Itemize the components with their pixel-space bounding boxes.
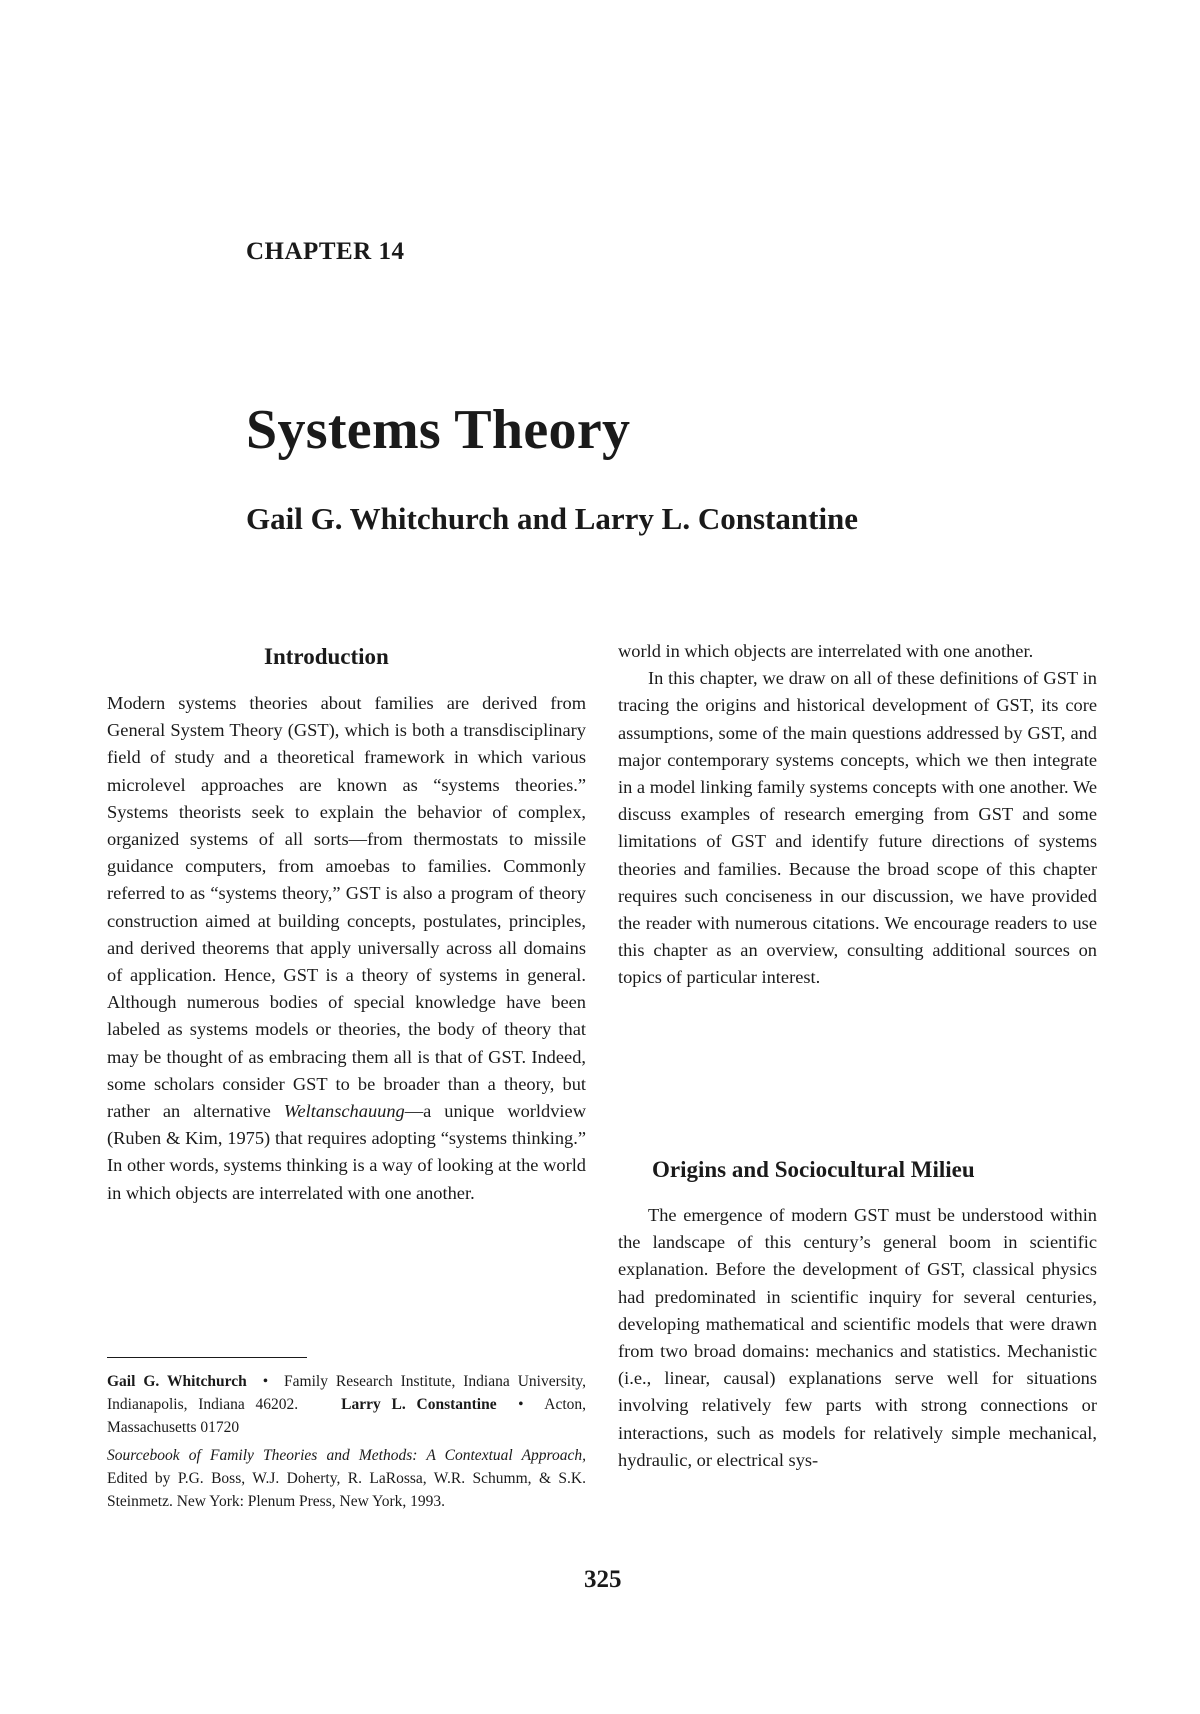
- footnote-author-2: Larry L. Constantine: [341, 1396, 497, 1413]
- footnote-source: [107, 1444, 586, 1513]
- footnote-source-details: Edited by P.G. Boss, W.J. Doherty, R. LaRossa, W.R. Schumm, & S.K. Steinmetz. New York: Plenum Press, New York, 1993.: [107, 1470, 586, 1510]
- footnote-bullet-1: •: [262, 1373, 269, 1390]
- footnote-author-1-affiliation: Family Research Institute, Indiana University, Indianapolis, Indiana 46202.: [107, 1373, 587, 1413]
- section-heading-introduction: Introduction: [264, 644, 389, 669]
- footnote-affiliations: [107, 1370, 586, 1439]
- footnote-rule: [107, 1357, 307, 1358]
- footnote-bullet-2: •: [518, 1396, 524, 1413]
- section-heading-origins: Origins and Sociocultural Milieu: [652, 1157, 975, 1182]
- intro-paragraph-1-continued: world in which objects are interrelated with one another.: [618, 641, 1034, 661]
- footnote-author-2-affiliation: Acton, Massachusetts 01720: [107, 1396, 587, 1436]
- intro-paragraph-1-text-b: —a unique worldview (Ruben & Kim, 1975) that requires adopting “systems thinking.” In other words, systems thinking is a way of looking at the world in which objects are interrelated with one another.: [107, 1101, 586, 1203]
- intro-paragraph-1-left: [107, 690, 586, 1250]
- intro-right-column: [618, 638, 1097, 1118]
- intro-paragraph-1: [107, 690, 586, 1207]
- intro-paragraph-2: In this chapter, we draw on all of these definitions of GST in tracing the origins and historical development of GST, its core assumptions, some of the main questions addressed by GST, and major contemporary systems concepts, which we then integrate in a model linking family systems concepts with one another. We discuss examples of research emerging from GST and some limitations of GST and identify future directions of systems theories and families. Because the broad scope of this chapter requires such conciseness in our discussion, we have provided the reader with numerous citations. We encourage readers to use this chapter as an overview, consulting additional sources on topics of particular interest.: [618, 668, 1097, 988]
- intro-paragraph-1-text-a: Modern systems theories about families are derived from General System Theory (GST), which is both a transdisciplinary field of study and a theoretical framework in which various microlevel approaches are known as “systems theories.” Systems theorists seek to explain the behavior of complex, organized systems of all sorts—from thermostats to missile guidance computers, from amoebas to families. Commonly referred to as “systems theory,” GST is also a program of theory construction aimed at building concepts, postulates, principles, and derived theorems that apply universally across all domains of application. Hence, GST is a theory of systems in general. Although numerous bodies of special knowledge have been labeled as systems models or theories, the body of theory that may be thought of as embracing them all is that of GST. Indeed, some scholars consider GST to be broader than a theory, but rather an alternative: [107, 693, 586, 1122]
- intro-paragraph-1-italic: Weltanschauung: [283, 1101, 405, 1122]
- origins-column: [618, 1202, 1097, 1502]
- chapter-title: Systems Theory: [246, 399, 631, 461]
- page-number: 325: [584, 1566, 622, 1593]
- footnote-source-title: Sourcebook of Family Theories and Methods: A Contextual Approach,: [107, 1447, 586, 1464]
- footnote-author-1: Gail G. Whitchurch: [107, 1373, 247, 1390]
- origins-paragraph-1: The emergence of modern GST must be understood within the landscape of this century’s general boom in scientific explanation. Before the development of GST, classical physics had predominated in scientific inquiry for several centuries, developing mathematical and scientific models that were drawn from two broad domains: mechanics and statistics. Mechanistic (i.e., linear, causal) explanations serve well for situations involving relatively few parts with strong connections or interactions, such as models for relatively simple mechanical, hydraulic, or electrical sys-: [618, 1205, 1097, 1470]
- chapter-label: CHAPTER 14: [246, 238, 405, 265]
- chapter-authors: Gail G. Whitchurch and Larry L. Constantine: [246, 501, 859, 536]
